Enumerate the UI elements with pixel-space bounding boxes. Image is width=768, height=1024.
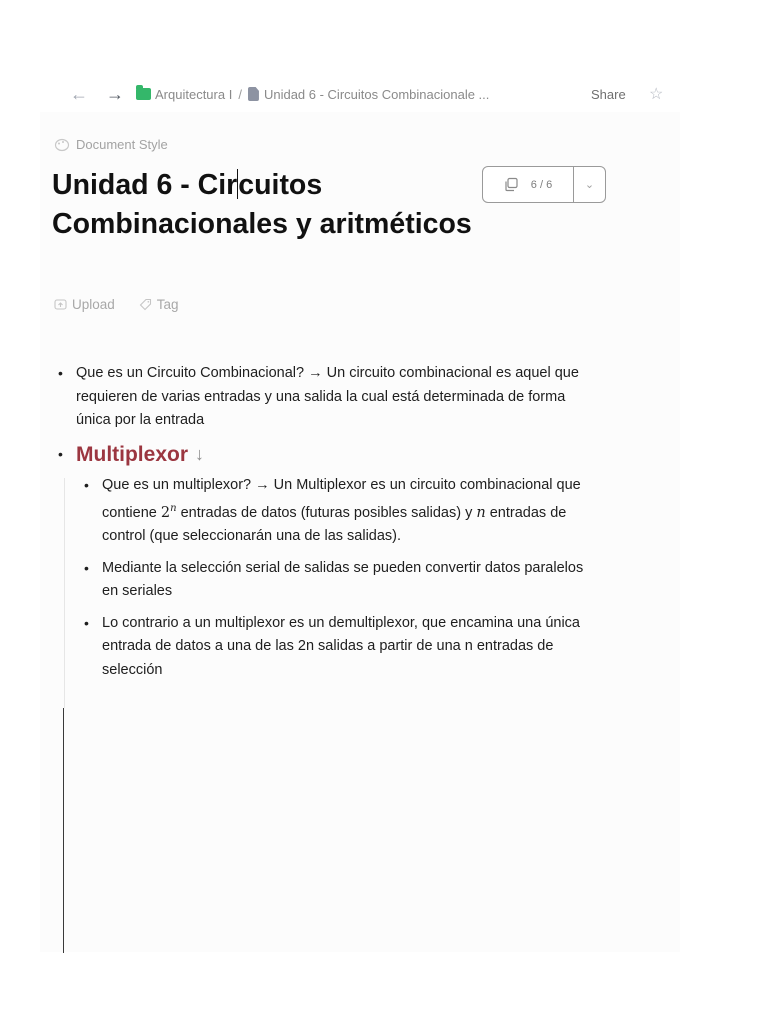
list-item <box>58 362 598 433</box>
nested-list-guide-line <box>64 478 65 708</box>
heading-text: Multiplexor <box>76 442 189 466</box>
upload-icon <box>54 298 67 311</box>
list-item-text: Mediante la selección serial de salidas se pueden convertir datos paralelos en seriales <box>102 559 584 600</box>
math-exponent: n <box>170 503 177 514</box>
top-navigation-bar <box>68 82 668 106</box>
bullet-dot: • <box>84 614 89 631</box>
breadcrumb-separator: / <box>238 86 242 102</box>
tag-icon <box>139 298 152 311</box>
document-style-label: Document Style <box>76 137 168 152</box>
tag-label: Tag <box>156 297 179 312</box>
math-variable: n <box>476 504 486 521</box>
nested-list <box>64 474 598 683</box>
bullet-dot: • <box>84 559 89 576</box>
list-item-text: Lo contrario a un multiplexor es un demultiplexor, que encamina una única entrada de datos a una de las 2n salidas a partir de una n entradas de selección <box>102 614 580 678</box>
text-segment: entradas de datos (futuras posibles salidas) y <box>176 504 477 521</box>
upload-button[interactable] <box>54 297 115 312</box>
forward-arrow-icon[interactable]: → <box>106 84 124 104</box>
list-item <box>84 474 598 549</box>
list-item-text: Que es un Circuito Combinacional? → Un circuito combinacional es aquel que requieren de varias entradas y una salida la cual está determinada de forma única por la entrada <box>76 365 579 428</box>
list-item <box>84 612 598 683</box>
math-expression <box>161 505 177 521</box>
page-counter: 6 / 6 <box>530 178 553 191</box>
document-meta <box>54 297 179 312</box>
back-arrow-icon[interactable]: ← <box>70 84 88 104</box>
text-segment: Que es un multiplexor? → Un Multiplexor es un circuito combinacional que contiene <box>102 476 581 521</box>
document-icon <box>248 87 259 101</box>
page-version-selector <box>482 166 606 203</box>
copy-pages-icon <box>504 177 519 192</box>
upload-label: Upload <box>72 297 115 312</box>
title-text-end: cuitos Combinacionales y aritméticos <box>52 169 472 240</box>
list-item-text <box>102 474 598 549</box>
bullet-dot: • <box>58 365 63 381</box>
collapse-arrow-icon[interactable]: ↓ <box>195 443 205 464</box>
folder-icon <box>136 88 151 100</box>
document-body[interactable] <box>58 362 598 690</box>
breadcrumb-item-folder[interactable]: Arquitectura I <box>155 86 233 102</box>
bullet-dot: • <box>58 445 63 462</box>
math-base: 2 <box>160 504 171 521</box>
pager-dropdown-button[interactable] <box>573 167 605 202</box>
text-segment: entradas de control (que seleccionarán una de las salidas). <box>102 504 567 545</box>
page-title[interactable] <box>52 166 472 244</box>
chevron-down-icon: ⌄ <box>584 179 595 191</box>
section-heading <box>58 440 598 470</box>
bullet-dot: • <box>84 476 89 493</box>
breadcrumb <box>136 87 489 102</box>
title-text-start: Unidad 6 - Cir <box>52 169 238 201</box>
tag-button[interactable] <box>139 297 179 312</box>
page-counter-button[interactable] <box>483 167 573 202</box>
block-divider-line <box>63 708 64 953</box>
document-style-button[interactable] <box>54 137 168 152</box>
list-item <box>84 557 598 604</box>
share-button[interactable]: Share <box>591 86 626 102</box>
star-icon[interactable]: ☆ <box>649 86 664 103</box>
palette-icon <box>54 138 70 152</box>
breadcrumb-item-document[interactable]: Unidad 6 - Circuitos Combinacionale ... <box>263 86 490 102</box>
